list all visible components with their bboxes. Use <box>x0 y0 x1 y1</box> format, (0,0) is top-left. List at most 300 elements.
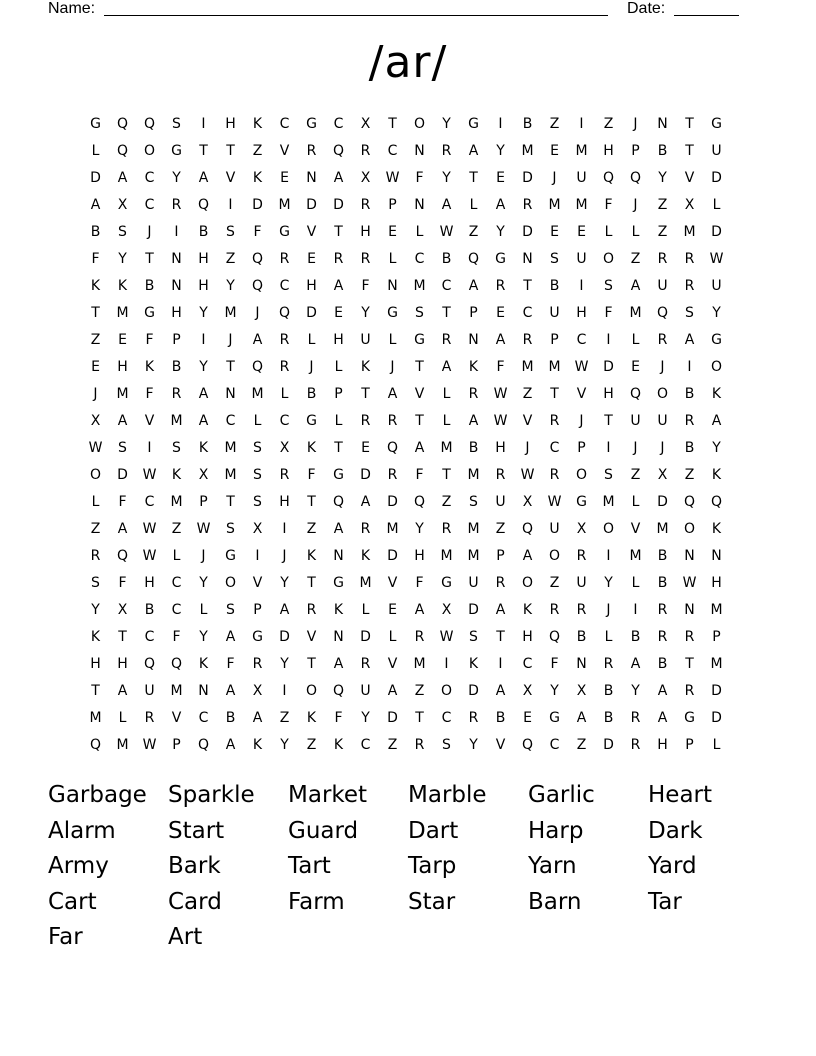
grid-letter[interactable]: Y <box>550 683 559 699</box>
grid-letter[interactable]: R <box>360 143 371 159</box>
grid-letter[interactable]: N <box>225 386 236 402</box>
grid-letter[interactable]: Q <box>116 143 129 159</box>
grid-letter[interactable]: Q <box>278 305 291 321</box>
grid-letter[interactable]: Z <box>387 737 398 753</box>
grid-letter[interactable]: R <box>306 602 317 618</box>
grid-letter[interactable]: C <box>279 413 290 429</box>
grid-letter[interactable]: C <box>279 116 290 132</box>
grid-letter[interactable]: Q <box>656 305 669 321</box>
grid-letter[interactable]: C <box>441 710 452 726</box>
grid-letter[interactable]: N <box>414 197 425 213</box>
grid-letter[interactable]: W <box>142 737 157 753</box>
grid-letter[interactable]: P <box>496 548 505 564</box>
grid-letter[interactable]: H <box>522 629 533 645</box>
grid-letter[interactable]: V <box>171 710 182 726</box>
grid-letter[interactable]: M <box>548 197 561 213</box>
grid-letter[interactable]: M <box>575 143 588 159</box>
grid-letter[interactable]: G <box>333 575 344 591</box>
grid-letter[interactable]: F <box>226 656 235 672</box>
grid-letter[interactable]: Y <box>658 170 667 186</box>
grid-letter[interactable]: V <box>279 143 290 159</box>
grid-letter[interactable]: A <box>522 548 533 564</box>
grid-letter[interactable]: K <box>306 548 317 564</box>
grid-letter[interactable]: H <box>603 386 614 402</box>
grid-letter[interactable]: G <box>90 116 101 132</box>
grid-letter[interactable]: Y <box>442 170 451 186</box>
grid-letter[interactable]: O <box>683 521 696 537</box>
grid-letter[interactable]: Q <box>197 737 210 753</box>
grid-letter[interactable]: R <box>549 413 560 429</box>
grid-letter[interactable]: P <box>631 143 640 159</box>
grid-letter[interactable]: T <box>226 494 235 510</box>
grid-letter[interactable]: F <box>118 494 127 510</box>
grid-letter[interactable]: O <box>575 467 588 483</box>
grid-letter[interactable]: O <box>305 683 318 699</box>
grid-letter[interactable]: T <box>307 656 316 672</box>
grid-letter[interactable]: Z <box>468 224 479 240</box>
grid-letter[interactable]: V <box>387 656 398 672</box>
grid-letter[interactable]: Q <box>143 116 156 132</box>
grid-letter[interactable]: S <box>253 440 262 456</box>
grid-letter[interactable]: B <box>603 710 614 726</box>
grid-letter[interactable]: D <box>360 629 371 645</box>
grid-letter[interactable]: K <box>252 116 263 132</box>
grid-letter[interactable]: C <box>279 278 290 294</box>
grid-letter[interactable]: O <box>602 521 615 537</box>
grid-letter[interactable]: U <box>549 305 560 321</box>
grid-letter[interactable]: B <box>90 224 101 240</box>
grid-letter[interactable]: C <box>171 575 182 591</box>
grid-letter[interactable]: M <box>251 386 264 402</box>
grid-letter[interactable]: Q <box>413 494 426 510</box>
grid-letter[interactable]: V <box>225 170 236 186</box>
grid-letter[interactable]: I <box>282 521 287 537</box>
grid-letter[interactable]: Q <box>521 737 534 753</box>
grid-letter[interactable]: V <box>144 413 155 429</box>
grid-letter[interactable]: D <box>711 224 722 240</box>
grid-letter[interactable]: D <box>711 710 722 726</box>
grid-letter[interactable]: Q <box>89 737 102 753</box>
grid-letter[interactable]: M <box>440 548 453 564</box>
grid-letter[interactable]: I <box>687 359 692 375</box>
grid-letter[interactable]: H <box>657 737 668 753</box>
grid-letter[interactable]: T <box>415 413 424 429</box>
grid-letter[interactable]: G <box>414 332 425 348</box>
grid-letter[interactable]: D <box>657 494 668 510</box>
grid-letter[interactable]: U <box>495 494 506 510</box>
grid-letter[interactable]: Q <box>683 494 696 510</box>
grid-letter[interactable]: L <box>361 602 370 618</box>
grid-letter[interactable]: O <box>656 386 669 402</box>
grid-letter[interactable]: T <box>226 359 235 375</box>
grid-letter[interactable]: M <box>413 656 426 672</box>
grid-letter[interactable]: C <box>441 278 452 294</box>
grid-letter[interactable]: O <box>224 575 237 591</box>
grid-letter[interactable]: V <box>684 170 695 186</box>
grid-letter[interactable]: I <box>606 548 611 564</box>
grid-letter[interactable]: U <box>576 575 587 591</box>
grid-letter[interactable]: N <box>333 548 344 564</box>
grid-letter[interactable]: R <box>630 737 641 753</box>
grid-letter[interactable]: K <box>144 359 155 375</box>
grid-letter[interactable]: H <box>495 440 506 456</box>
grid-letter[interactable]: X <box>117 602 128 618</box>
grid-letter[interactable]: G <box>252 629 263 645</box>
grid-letter[interactable]: R <box>684 251 695 267</box>
grid-letter[interactable]: R <box>549 602 560 618</box>
grid-letter[interactable]: Y <box>496 224 505 240</box>
grid-letter[interactable]: N <box>522 251 533 267</box>
grid-letter[interactable]: P <box>199 494 208 510</box>
grid-letter[interactable]: U <box>360 332 371 348</box>
grid-letter[interactable]: K <box>711 521 722 537</box>
grid-letter[interactable]: D <box>711 170 722 186</box>
grid-letter[interactable]: R <box>414 737 425 753</box>
grid-letter[interactable]: Q <box>629 170 642 186</box>
grid-letter[interactable]: G <box>225 548 236 564</box>
grid-letter[interactable]: D <box>279 629 290 645</box>
grid-letter[interactable]: A <box>414 440 425 456</box>
grid-letter[interactable]: V <box>306 224 317 240</box>
grid-letter[interactable]: H <box>198 251 209 267</box>
grid-letter[interactable]: Q <box>548 629 561 645</box>
grid-letter[interactable]: A <box>117 170 128 186</box>
grid-letter[interactable]: R <box>576 548 587 564</box>
grid-letter[interactable]: M <box>575 197 588 213</box>
grid-letter[interactable]: Z <box>657 224 668 240</box>
grid-letter[interactable]: Y <box>442 116 451 132</box>
grid-letter[interactable]: J <box>525 440 530 456</box>
grid-letter[interactable]: S <box>550 251 559 267</box>
grid-letter[interactable]: Y <box>199 629 208 645</box>
grid-letter[interactable]: B <box>630 629 641 645</box>
grid-letter[interactable]: E <box>334 305 343 321</box>
grid-letter[interactable]: J <box>282 548 287 564</box>
grid-letter[interactable]: U <box>144 683 155 699</box>
grid-letter[interactable]: E <box>388 224 397 240</box>
grid-letter[interactable]: G <box>711 332 722 348</box>
grid-letter[interactable]: R <box>414 629 425 645</box>
grid-letter[interactable]: T <box>361 386 370 402</box>
grid-letter[interactable]: F <box>145 332 154 348</box>
grid-letter[interactable]: N <box>306 170 317 186</box>
grid-letter[interactable]: A <box>333 170 344 186</box>
grid-letter[interactable]: L <box>307 332 316 348</box>
grid-letter[interactable]: A <box>468 143 479 159</box>
grid-letter[interactable]: M <box>116 737 129 753</box>
grid-letter[interactable]: L <box>442 386 451 402</box>
grid-letter[interactable]: R <box>144 710 155 726</box>
grid-letter[interactable]: R <box>576 602 587 618</box>
grid-letter[interactable]: C <box>144 170 155 186</box>
grid-letter[interactable]: S <box>172 116 181 132</box>
grid-letter[interactable]: B <box>495 710 506 726</box>
grid-letter[interactable]: F <box>334 710 343 726</box>
grid-letter[interactable]: O <box>548 548 561 564</box>
grid-letter[interactable]: H <box>117 359 128 375</box>
grid-letter[interactable]: X <box>90 413 101 429</box>
grid-letter[interactable]: Y <box>469 737 478 753</box>
grid-letter[interactable]: E <box>361 440 370 456</box>
grid-letter[interactable]: R <box>684 629 695 645</box>
grid-letter[interactable]: I <box>444 656 449 672</box>
grid-letter[interactable]: T <box>415 710 424 726</box>
grid-letter[interactable]: R <box>360 197 371 213</box>
grid-letter[interactable]: M <box>710 656 723 672</box>
grid-letter[interactable]: T <box>118 629 127 645</box>
grid-letter[interactable]: X <box>576 521 587 537</box>
grid-letter[interactable]: A <box>252 332 263 348</box>
grid-letter[interactable]: A <box>630 278 641 294</box>
grid-letter[interactable]: K <box>117 278 128 294</box>
grid-letter[interactable]: Q <box>332 143 345 159</box>
grid-letter[interactable]: U <box>657 413 668 429</box>
grid-letter[interactable]: K <box>90 278 101 294</box>
grid-letter[interactable]: Q <box>251 278 264 294</box>
grid-letter[interactable]: W <box>709 251 724 267</box>
grid-letter[interactable]: E <box>631 359 640 375</box>
grid-letter[interactable]: I <box>255 548 260 564</box>
grid-letter[interactable]: A <box>495 197 506 213</box>
grid-letter[interactable]: A <box>684 332 695 348</box>
grid-letter[interactable]: K <box>252 737 263 753</box>
grid-letter[interactable]: N <box>171 251 182 267</box>
grid-letter[interactable]: Z <box>522 386 533 402</box>
grid-letter[interactable]: C <box>144 494 155 510</box>
grid-letter[interactable]: X <box>279 440 290 456</box>
grid-letter[interactable]: R <box>657 332 668 348</box>
grid-letter[interactable]: P <box>469 305 478 321</box>
grid-letter[interactable]: J <box>201 548 206 564</box>
grid-letter[interactable]: F <box>253 224 262 240</box>
grid-letter[interactable]: M <box>440 440 453 456</box>
grid-letter[interactable]: K <box>468 359 479 375</box>
grid-letter[interactable]: I <box>579 116 584 132</box>
grid-letter[interactable]: A <box>468 278 479 294</box>
grid-letter[interactable]: O <box>413 116 426 132</box>
grid-letter[interactable]: K <box>90 629 101 645</box>
grid-letter[interactable]: N <box>576 656 587 672</box>
grid-letter[interactable]: D <box>90 170 101 186</box>
grid-letter[interactable]: S <box>604 467 613 483</box>
grid-letter[interactable]: A <box>711 413 722 429</box>
grid-letter[interactable]: X <box>360 116 371 132</box>
grid-letter[interactable]: S <box>253 494 262 510</box>
grid-letter[interactable]: R <box>360 413 371 429</box>
grid-letter[interactable]: V <box>252 575 263 591</box>
grid-letter[interactable]: L <box>442 413 451 429</box>
grid-letter[interactable]: B <box>441 251 452 267</box>
grid-letter[interactable]: F <box>415 170 424 186</box>
grid-letter[interactable]: T <box>442 305 451 321</box>
grid-letter[interactable]: A <box>387 683 398 699</box>
grid-letter[interactable]: L <box>712 197 721 213</box>
grid-letter[interactable]: D <box>522 170 533 186</box>
grid-letter[interactable]: M <box>683 224 696 240</box>
grid-letter[interactable]: Q <box>332 683 345 699</box>
grid-letter[interactable]: T <box>685 143 694 159</box>
grid-letter[interactable]: C <box>144 629 155 645</box>
grid-letter[interactable]: R <box>630 710 641 726</box>
grid-letter[interactable]: Y <box>604 575 613 591</box>
grid-letter[interactable]: B <box>684 440 695 456</box>
grid-letter[interactable]: J <box>228 332 233 348</box>
grid-letter[interactable]: Q <box>116 548 129 564</box>
grid-letter[interactable]: K <box>198 656 209 672</box>
grid-letter[interactable]: L <box>631 332 640 348</box>
grid-letter[interactable]: X <box>684 197 695 213</box>
grid-letter[interactable]: K <box>198 440 209 456</box>
grid-letter[interactable]: L <box>334 359 343 375</box>
grid-letter[interactable]: S <box>91 575 100 591</box>
grid-letter[interactable]: R <box>603 656 614 672</box>
grid-letter[interactable]: C <box>387 143 398 159</box>
grid-letter[interactable]: H <box>198 278 209 294</box>
grid-letter[interactable]: B <box>657 656 668 672</box>
grid-letter[interactable]: B <box>657 575 668 591</box>
grid-letter[interactable]: M <box>278 197 291 213</box>
grid-letter[interactable]: A <box>252 710 263 726</box>
grid-letter[interactable]: G <box>684 710 695 726</box>
grid-letter[interactable]: H <box>144 575 155 591</box>
grid-letter[interactable]: W <box>142 467 157 483</box>
grid-letter[interactable]: R <box>549 467 560 483</box>
grid-letter[interactable]: M <box>467 467 480 483</box>
grid-letter[interactable]: R <box>360 251 371 267</box>
grid-letter[interactable]: S <box>442 737 451 753</box>
grid-letter[interactable]: P <box>685 737 694 753</box>
grid-letter[interactable]: G <box>468 116 479 132</box>
grid-letter[interactable]: L <box>388 629 397 645</box>
grid-letter[interactable]: L <box>631 575 640 591</box>
grid-letter[interactable]: R <box>306 143 317 159</box>
grid-letter[interactable]: H <box>225 116 236 132</box>
grid-letter[interactable]: M <box>629 305 642 321</box>
grid-letter[interactable]: N <box>468 332 479 348</box>
grid-letter[interactable]: K <box>711 467 722 483</box>
grid-letter[interactable]: L <box>469 197 478 213</box>
grid-letter[interactable]: L <box>388 332 397 348</box>
grid-letter[interactable]: B <box>225 710 236 726</box>
grid-letter[interactable]: A <box>90 197 101 213</box>
grid-letter[interactable]: R <box>684 683 695 699</box>
grid-letter[interactable]: A <box>198 386 209 402</box>
grid-letter[interactable]: T <box>442 467 451 483</box>
grid-letter[interactable]: I <box>606 332 611 348</box>
grid-letter[interactable]: L <box>631 494 640 510</box>
grid-letter[interactable]: R <box>279 359 290 375</box>
grid-letter[interactable]: Z <box>549 575 560 591</box>
grid-letter[interactable]: S <box>226 602 235 618</box>
grid-letter[interactable]: W <box>142 521 157 537</box>
grid-letter[interactable]: B <box>306 386 317 402</box>
grid-letter[interactable]: N <box>657 116 668 132</box>
grid-letter[interactable]: U <box>630 413 641 429</box>
grid-letter[interactable]: C <box>144 197 155 213</box>
grid-letter[interactable]: D <box>603 359 614 375</box>
grid-letter[interactable]: U <box>711 143 722 159</box>
grid-letter[interactable]: T <box>334 440 343 456</box>
date-blank-line[interactable] <box>674 15 739 16</box>
grid-letter[interactable]: L <box>604 224 613 240</box>
grid-letter[interactable]: R <box>684 413 695 429</box>
grid-letter[interactable]: B <box>603 683 614 699</box>
grid-letter[interactable]: T <box>307 494 316 510</box>
grid-letter[interactable]: M <box>467 548 480 564</box>
grid-letter[interactable]: N <box>333 629 344 645</box>
grid-letter[interactable]: W <box>196 521 211 537</box>
grid-letter[interactable]: E <box>91 359 100 375</box>
grid-letter[interactable]: G <box>306 116 317 132</box>
grid-letter[interactable]: X <box>252 683 263 699</box>
grid-letter[interactable]: Z <box>495 521 506 537</box>
grid-letter[interactable]: N <box>414 143 425 159</box>
grid-letter[interactable]: W <box>574 359 589 375</box>
grid-letter[interactable]: V <box>495 737 506 753</box>
grid-letter[interactable]: T <box>199 143 208 159</box>
grid-letter[interactable]: G <box>279 224 290 240</box>
grid-letter[interactable]: A <box>117 413 128 429</box>
grid-letter[interactable]: F <box>307 467 316 483</box>
grid-letter[interactable]: Q <box>602 170 615 186</box>
grid-letter[interactable]: M <box>224 467 237 483</box>
grid-letter[interactable]: R <box>387 413 398 429</box>
grid-letter[interactable]: W <box>385 170 400 186</box>
grid-letter[interactable]: A <box>225 629 236 645</box>
grid-letter[interactable]: C <box>549 440 560 456</box>
grid-letter[interactable]: E <box>496 305 505 321</box>
grid-letter[interactable]: T <box>550 386 559 402</box>
grid-letter[interactable]: Z <box>441 494 452 510</box>
grid-letter[interactable]: W <box>88 440 103 456</box>
grid-letter[interactable]: I <box>282 683 287 699</box>
grid-letter[interactable]: J <box>309 359 314 375</box>
grid-letter[interactable]: F <box>496 359 505 375</box>
grid-letter[interactable]: M <box>170 494 183 510</box>
grid-letter[interactable]: F <box>172 629 181 645</box>
grid-letter[interactable]: R <box>333 251 344 267</box>
grid-letter[interactable]: Y <box>415 521 424 537</box>
grid-letter[interactable]: Z <box>549 116 560 132</box>
grid-letter[interactable]: R <box>252 656 263 672</box>
grid-letter[interactable]: S <box>253 467 262 483</box>
grid-letter[interactable]: A <box>333 521 344 537</box>
grid-letter[interactable]: B <box>198 224 209 240</box>
grid-letter[interactable]: E <box>307 251 316 267</box>
grid-letter[interactable]: A <box>414 602 425 618</box>
grid-letter[interactable]: T <box>91 683 100 699</box>
grid-letter[interactable]: U <box>360 683 371 699</box>
grid-letter[interactable]: J <box>93 386 98 402</box>
grid-letter[interactable]: M <box>386 521 399 537</box>
grid-letter[interactable]: U <box>468 575 479 591</box>
grid-letter[interactable]: C <box>198 710 209 726</box>
grid-letter[interactable]: I <box>606 440 611 456</box>
grid-letter[interactable]: T <box>334 224 343 240</box>
grid-letter[interactable]: A <box>468 413 479 429</box>
grid-letter[interactable]: D <box>522 224 533 240</box>
grid-letter[interactable]: G <box>711 116 722 132</box>
grid-letter[interactable]: M <box>548 359 561 375</box>
grid-letter[interactable]: T <box>685 116 694 132</box>
grid-letter[interactable]: A <box>630 656 641 672</box>
grid-letter[interactable]: X <box>576 683 587 699</box>
grid-letter[interactable]: U <box>657 278 668 294</box>
grid-letter[interactable]: L <box>91 494 100 510</box>
grid-letter[interactable]: Q <box>197 197 210 213</box>
grid-letter[interactable]: R <box>279 251 290 267</box>
grid-letter[interactable]: D <box>333 197 344 213</box>
